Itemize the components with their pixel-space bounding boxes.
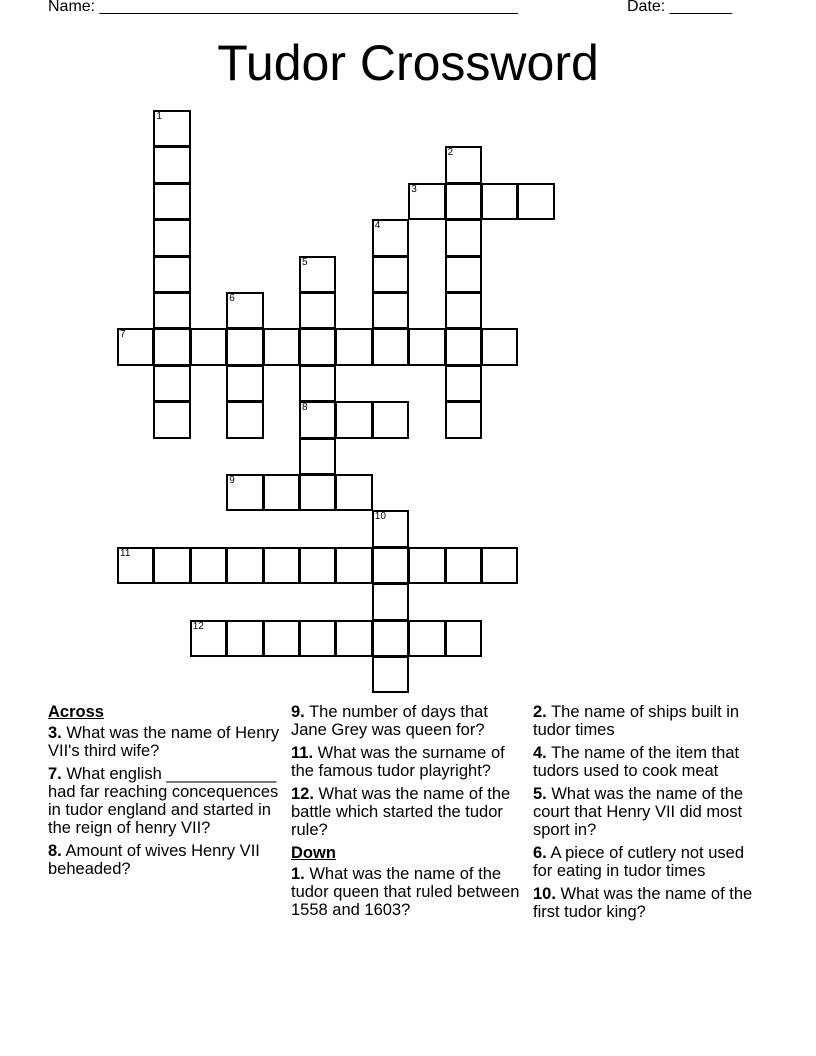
grid-cell[interactable] [372, 510, 409, 547]
grid-cell[interactable] [153, 219, 190, 256]
clue-number-label: 11 [120, 547, 131, 559]
grid-cell[interactable] [153, 365, 190, 402]
grid-cell[interactable] [335, 328, 372, 365]
grid-cell[interactable] [226, 328, 263, 365]
grid-cell[interactable] [263, 547, 300, 584]
grid-cell[interactable] [190, 547, 227, 584]
grid-cell[interactable] [445, 219, 482, 256]
grid-cell[interactable] [445, 292, 482, 329]
clue-down-10: 10. What was the name of the first tudor king? [533, 885, 753, 921]
grid-cell[interactable] [299, 474, 336, 511]
grid-cell[interactable] [445, 547, 482, 584]
grid-cell[interactable] [335, 620, 372, 657]
grid-cell[interactable] [153, 256, 190, 293]
grid-cell[interactable] [117, 547, 154, 584]
grid-cell[interactable] [299, 401, 336, 438]
grid-cell[interactable] [153, 401, 190, 438]
grid-cell[interactable] [263, 474, 300, 511]
grid-cell[interactable] [445, 183, 482, 220]
page-title: Tudor Crossword [217, 35, 599, 91]
clue-number-label: 10 [374, 511, 386, 523]
grid-cell[interactable] [299, 292, 336, 329]
grid-cell[interactable] [226, 620, 263, 657]
clue-number-label: 5 [302, 256, 308, 268]
clue-number-label: 1 [156, 111, 162, 122]
grid-cell[interactable] [445, 365, 482, 402]
clues-column-3 [533, 703, 765, 926]
grid-cell[interactable] [190, 328, 227, 365]
clue-down-6: 6. A piece of cutlery not used for eating in tudor times [533, 844, 744, 880]
grid-cell[interactable] [408, 183, 445, 220]
clue-across-7: 7. What english ____________ had far reaching concequences in tudor england and started in the reign of henry VII? [48, 765, 279, 837]
grid-cell[interactable] [372, 583, 409, 620]
clue-number-label: 4 [374, 220, 381, 232]
grid-cell[interactable] [263, 328, 300, 365]
grid-cell[interactable] [372, 620, 409, 657]
grid-cell[interactable] [481, 328, 518, 365]
grid-cell[interactable] [481, 183, 518, 220]
grid-cell[interactable] [153, 328, 190, 365]
grid-cell[interactable] [117, 328, 154, 365]
clue-number-label: 6 [229, 293, 235, 304]
grid-cell[interactable] [445, 146, 482, 183]
grid-cell[interactable] [517, 183, 554, 220]
grid-cell[interactable] [226, 474, 263, 511]
name-field-line: Name: _______________________________________________ [48, 0, 518, 15]
grid-cell[interactable] [263, 620, 300, 657]
grid-cell[interactable] [153, 146, 190, 183]
clue-across-12: 12. What was the name of the battle which started the tudor rule? [291, 785, 511, 839]
grid-cell[interactable] [335, 401, 372, 438]
clue-across-11: 11. What was the surname of the famous tudor playright? [291, 744, 505, 780]
grid-cell[interactable] [372, 328, 409, 365]
grid-cell[interactable] [372, 219, 409, 256]
clue-down-1: 1. What was the name of the tudor queen that ruled between 1558 and 1603? [291, 865, 520, 919]
clues-column-1 [48, 703, 284, 883]
grid-cell[interactable] [226, 292, 263, 329]
clue-number-label: 3 [411, 183, 417, 195]
grid-cell[interactable] [190, 620, 227, 657]
grid-cell[interactable] [335, 547, 372, 584]
grid-cell[interactable] [445, 256, 482, 293]
grid-cell[interactable] [408, 620, 445, 657]
grid-cell[interactable] [299, 256, 336, 293]
grid-cell[interactable] [226, 365, 263, 402]
grid-cell[interactable] [153, 547, 190, 584]
grid-cell[interactable] [299, 547, 336, 584]
clue-down-5: 5. What was the name of the court that Henry VII did most sport in? [533, 785, 744, 839]
grid-cell[interactable] [372, 256, 409, 293]
clue-number-label: 7 [120, 329, 126, 341]
clue-across-8: 8. Amount of wives Henry VII beheaded? [48, 842, 260, 878]
clue-number-label: 9 [229, 475, 235, 486]
grid-cell[interactable] [481, 547, 518, 584]
grid-cell[interactable] [372, 292, 409, 329]
grid-cell[interactable] [372, 401, 409, 438]
grid-cell[interactable] [408, 547, 445, 584]
grid-cell[interactable] [153, 110, 190, 147]
grid-cell[interactable] [299, 328, 336, 365]
grid-cell[interactable] [299, 620, 336, 657]
clue-down-2: 2. The name of ships built in tudor times [533, 703, 740, 739]
grid-cell[interactable] [372, 547, 409, 584]
grid-cell[interactable] [299, 365, 336, 402]
grid-cell[interactable] [153, 292, 190, 329]
grid-cell[interactable] [299, 438, 336, 475]
grid-cell[interactable] [372, 656, 409, 693]
clue-number-label: 12 [192, 620, 204, 632]
clue-number-label: 8 [302, 402, 308, 414]
grid-cell[interactable] [445, 328, 482, 365]
grid-cell[interactable] [335, 474, 372, 511]
clue-across-9: 9. The number of days that Jane Grey was queen for? [291, 703, 488, 739]
clue-across-3: 3. What was the name of Henry VII's third wife? [48, 724, 280, 760]
grid-cell[interactable] [226, 401, 263, 438]
grid-cell[interactable] [226, 547, 263, 584]
grid-cell[interactable] [153, 183, 190, 220]
grid-cell[interactable] [445, 401, 482, 438]
clue-down-4: 4. The name of the item that tudors used to cook meat [533, 744, 740, 780]
down-heading: Down [291, 844, 336, 862]
across-heading: Across [48, 703, 104, 721]
clues-column-2 [291, 703, 523, 924]
grid-cell[interactable] [445, 620, 482, 657]
date-field-line: Date: _______ [627, 0, 732, 15]
grid-cell[interactable] [408, 328, 445, 365]
clue-number-label: 2 [447, 147, 454, 159]
